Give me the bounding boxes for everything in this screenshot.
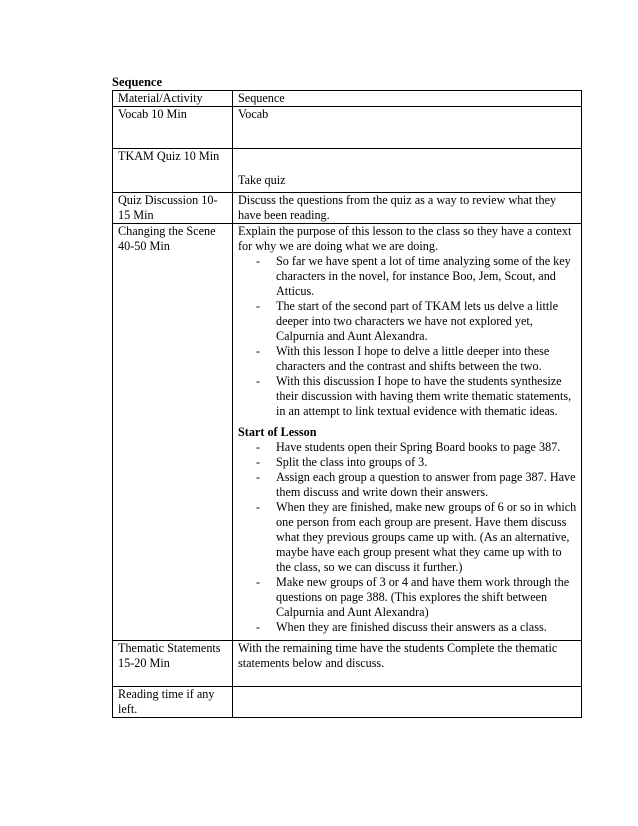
activity-cell: Vocab 10 Min xyxy=(113,107,233,149)
table-row xyxy=(113,224,582,641)
list-item xyxy=(256,470,577,500)
list-item-text: Split the class into groups of 3. xyxy=(276,455,428,469)
table-row xyxy=(113,193,582,224)
dash-bullet: - xyxy=(256,254,261,268)
steps-list xyxy=(238,440,577,635)
list-item xyxy=(256,374,577,419)
list-item xyxy=(256,620,577,635)
dash-bullet: - xyxy=(256,455,261,469)
dash-bullet: - xyxy=(256,299,261,313)
list-item xyxy=(256,344,577,374)
sequence-cell xyxy=(233,224,582,641)
sequence-cell xyxy=(233,149,582,193)
list-item xyxy=(256,575,577,620)
dash-bullet: - xyxy=(256,440,261,454)
lesson-subheading: Start of Lesson xyxy=(238,425,317,439)
purpose-list xyxy=(238,254,577,419)
list-item xyxy=(256,254,577,299)
sequence-cell: Vocab xyxy=(233,107,582,149)
sequence-text: Take quiz xyxy=(238,173,286,187)
list-item xyxy=(256,500,577,575)
sequence-cell xyxy=(233,687,582,718)
dash-bullet: - xyxy=(256,620,261,634)
activity-cell: Reading time if any left. xyxy=(113,687,233,718)
activity-cell: TKAM Quiz 10 Min xyxy=(113,149,233,193)
header-cell-sequence: Sequence xyxy=(233,91,582,107)
list-item-text: With this discussion I hope to have the students synthesize their discussion with having them write thematic statements, in an attempt to link textual evidence with thematic ideas. xyxy=(276,374,572,418)
dash-bullet: - xyxy=(256,344,261,358)
list-item-text: Have students open their Spring Board books to page 387. xyxy=(276,440,561,454)
list-item xyxy=(256,440,577,455)
activity-cell: Quiz Discussion 10-15 Min xyxy=(113,193,233,224)
sequence-cell: Discuss the questions from the quiz as a way to review what they have been reading. xyxy=(233,193,582,224)
activity-cell: Changing the Scene 40-50 Min xyxy=(113,224,233,641)
dash-bullet: - xyxy=(256,575,261,589)
dash-bullet: - xyxy=(256,500,261,514)
table-header-row xyxy=(113,91,582,107)
list-item-text: With this lesson I hope to delve a little deeper into these characters and the contrast and shifts between the two. xyxy=(276,344,550,373)
lesson-intro: Explain the purpose of this lesson to the class so they have a context for why we are doing what we are doing. xyxy=(238,224,572,253)
table-row xyxy=(113,641,582,687)
table-row xyxy=(113,149,582,193)
table-row xyxy=(113,687,582,718)
list-item-text: The start of the second part of TKAM lets us delve a little deeper into two characters we have not explored yet, Calpurnia and Aunt Alexandra. xyxy=(276,299,559,343)
header-cell-activity: Material/Activity xyxy=(113,91,233,107)
dash-bullet: - xyxy=(256,374,261,388)
list-item-text: When they are finished, make new groups of 6 or so in which one person from each group are present. Have them discuss what they previous groups came up with. (As an alternative, maybe have each group present what they came up with to the class, so we can discuss it further.) xyxy=(276,500,577,574)
list-item-text: So far we have spent a lot of time analyzing some of the key characters in the novel, for instance Boo, Jem, Scout, and Atticus. xyxy=(276,254,571,298)
list-item-text: Assign each group a question to answer from page 387. Have them discuss and write down their answers. xyxy=(276,470,576,499)
dash-bullet: - xyxy=(256,470,261,484)
list-item xyxy=(256,455,577,470)
section-heading: Sequence xyxy=(112,75,162,89)
list-item-text: When they are finished discuss their answers as a class. xyxy=(276,620,547,634)
sequence-cell: With the remaining time have the students Complete the thematic statements below and discuss. xyxy=(233,641,582,687)
list-item-text: Make new groups of 3 or 4 and have them work through the questions on page 388. (This explores the shift between Calpurnia and Aunt Alexandra) xyxy=(276,575,570,619)
sequence-table xyxy=(112,90,582,718)
activity-cell: Thematic Statements 15-20 Min xyxy=(113,641,233,687)
list-item xyxy=(256,299,577,344)
table-row xyxy=(113,107,582,149)
